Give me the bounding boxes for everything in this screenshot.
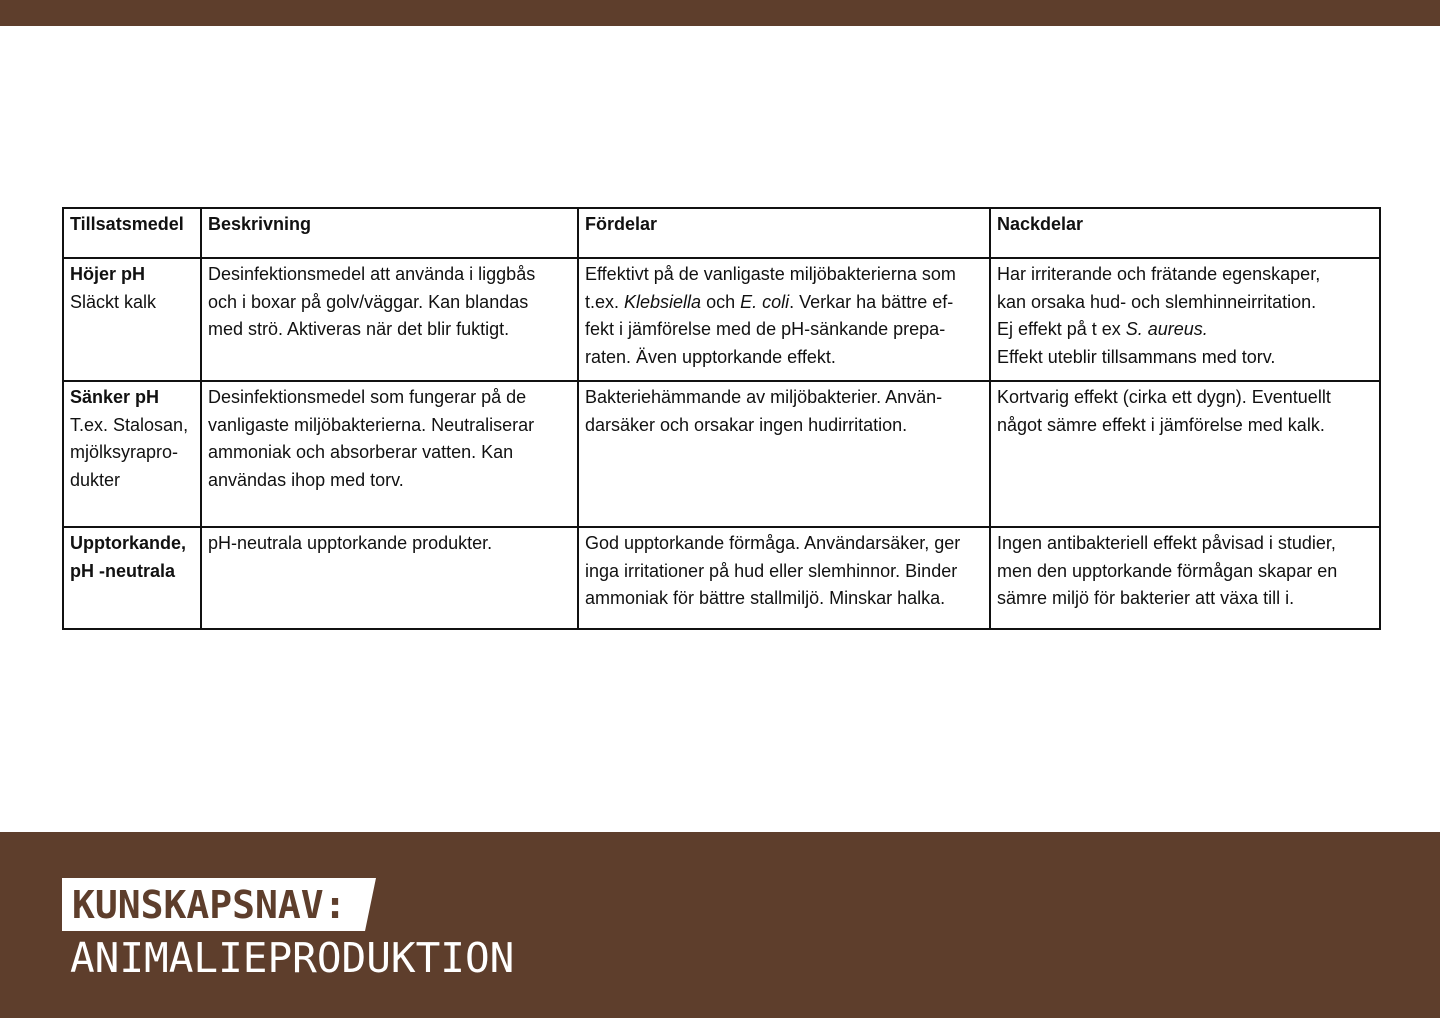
species-name: S. aureus. — [1125, 319, 1208, 339]
advantages-text: och — [701, 291, 741, 312]
advantages-line: fekt i jämförelse med de pH-sänkande prepa- — [585, 319, 946, 339]
top-brand-bar — [0, 0, 1440, 26]
disadvantages-line: något sämre effekt i jämförelse med kalk. — [997, 414, 1325, 435]
disadvantages-line: Effekt uteblir tillsammans med torv. — [997, 346, 1276, 367]
disadvantages-line: kan orsaka hud- och slemhinneirritation. — [997, 291, 1317, 312]
additives-table — [62, 207, 1381, 630]
species-name: E. coli — [740, 291, 790, 312]
table-header-row — [63, 208, 1380, 258]
agent-subtitle: Släckt kalk — [70, 291, 157, 312]
description-line: Desinfektionsmedel som fungerar på de — [208, 387, 527, 407]
cell-description — [201, 258, 578, 381]
cell-disadvantages — [990, 381, 1380, 527]
agent-title: Höjer pH — [70, 264, 146, 284]
advantages-line: Effektivt på de vanligaste miljöbakterierna som — [585, 264, 956, 284]
description-line: vanligaste miljöbakterierna. Neutraliserar — [208, 414, 535, 435]
table-row — [63, 527, 1380, 629]
cell-advantages — [578, 527, 990, 629]
cell-description — [201, 527, 578, 629]
advantages-line — [585, 289, 983, 317]
logo-title: KUNSKAPSNAV: — [72, 883, 347, 927]
cell-advantages — [578, 381, 990, 527]
species-name: Klebsiella — [624, 291, 702, 312]
advantages-text: t.ex. — [585, 291, 625, 312]
table-row — [63, 258, 1380, 381]
cell-advantages — [578, 258, 990, 381]
advantages-line: raten. Även upptorkande effekt. — [585, 346, 836, 367]
advantages-line: God upptorkande förmåga. Användarsäker, ger — [585, 533, 961, 553]
agent-subtitle: dukter — [70, 469, 121, 490]
description-line: Desinfektionsmedel att använda i liggbås — [208, 264, 536, 284]
disadvantages-line: Ingen antibakteriell effekt påvisad i studier, — [997, 533, 1336, 553]
header-nackdelar: Nackdelar — [990, 208, 1380, 258]
disadvantages-line: Kortvarig effekt (cirka ett dygn). Eventuellt — [997, 387, 1331, 407]
description-line: ammoniak och absorberar vatten. Kan — [208, 442, 514, 462]
agent-title: pH -neutrala — [70, 560, 176, 581]
disadvantages-text: Ej effekt på t ex — [997, 319, 1126, 339]
disadvantages-line: Har irriterande och frätande egenskaper, — [997, 264, 1321, 284]
cell-agent — [63, 381, 201, 527]
advantages-text: . Verkar ha bättre ef- — [789, 291, 954, 312]
header-tillsatsmedel: Tillsatsmedel — [63, 208, 201, 258]
description-line: och i boxar på golv/väggar. Kan blandas — [208, 291, 529, 312]
agent-subtitle: mjölksyrapro- — [70, 442, 179, 462]
disadvantages-line — [997, 316, 1373, 344]
logo-subtitle: ANIMALIEPRODUKTION — [70, 934, 515, 982]
cell-description — [201, 381, 578, 527]
advantages-line: darsäker och orsakar ingen hudirritation. — [585, 414, 908, 435]
agent-title: Sänker pH — [70, 387, 160, 407]
disadvantages-line: sämre miljö för bakterier att växa till i. — [997, 588, 1295, 608]
cell-agent — [63, 258, 201, 381]
advantages-line: ammoniak för bättre stallmiljö. Minskar halka. — [585, 588, 946, 608]
cell-disadvantages — [990, 527, 1380, 629]
agent-subtitle: T.ex. Stalosan, — [70, 414, 189, 435]
header-beskrivning: Beskrivning — [201, 208, 578, 258]
description-line: användas ihop med torv. — [208, 469, 404, 490]
header-fordelar: Fördelar — [578, 208, 990, 258]
agent-title: Upptorkande, — [70, 533, 187, 553]
advantages-line: Bakteriehämmande av miljöbakterier. Använ- — [585, 387, 943, 407]
cell-agent — [63, 527, 201, 629]
description-line: med strö. Aktiveras när det blir fuktigt. — [208, 319, 510, 339]
description-line: pH-neutrala upptorkande produkter. — [208, 533, 493, 553]
cell-disadvantages — [990, 258, 1380, 381]
advantages-line: inga irritationer på hud eller slemhinnor. Binder — [585, 560, 958, 581]
disadvantages-line: men den upptorkande förmågan skapar en — [997, 560, 1338, 581]
table-row — [63, 381, 1380, 527]
